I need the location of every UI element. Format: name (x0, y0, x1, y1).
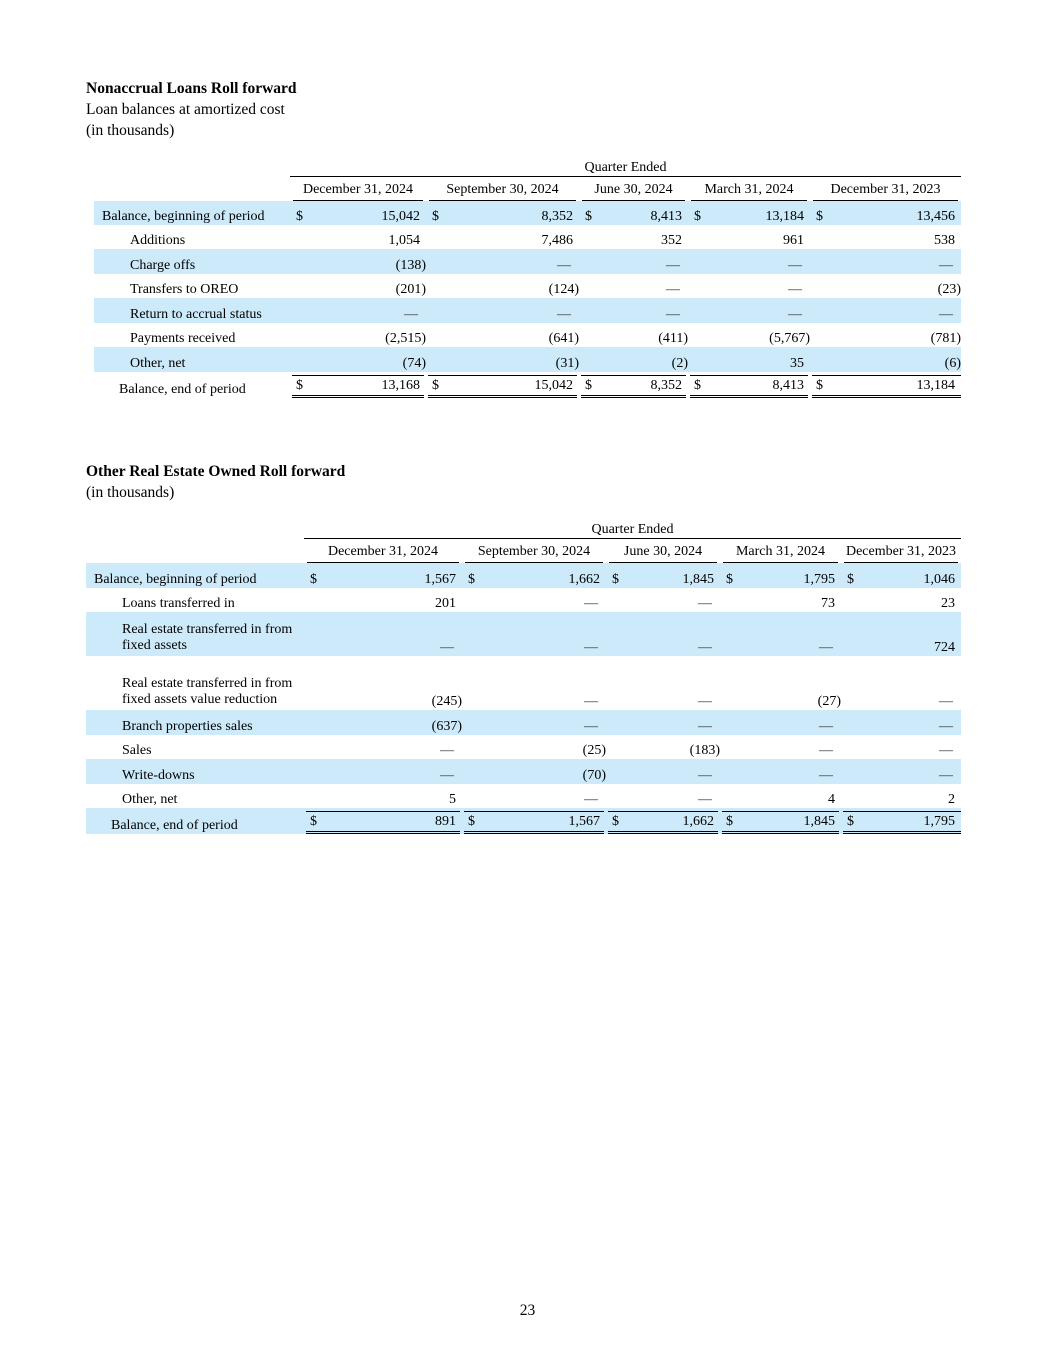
nonaccrual-heading (86, 78, 297, 141)
cell-value: (637) (322, 710, 462, 735)
column-header: September 30, 2024 (426, 177, 579, 201)
cell-value: — (634, 710, 720, 735)
cell-value: (641) (548, 331, 579, 346)
cell-value: 13,184 (716, 201, 810, 225)
row-label: Sales (122, 743, 152, 758)
cell-value: — (454, 249, 579, 274)
cell-value: (138) (308, 249, 426, 274)
total-cell: $ 13,168 (290, 372, 426, 398)
cell-value: 23 (941, 596, 955, 611)
total-cell: $ 13,184 (810, 372, 961, 398)
column-header: March 31, 2024 (688, 177, 810, 201)
cell-value: 7,486 (541, 233, 573, 248)
nonaccrual-table (94, 156, 961, 398)
column-header: December 31, 2023 (841, 539, 961, 563)
cell-value: — (490, 612, 606, 656)
quarter-ended-label: Quarter Ended (290, 156, 961, 177)
cell-value: — (838, 249, 961, 274)
cell-value: — (322, 612, 462, 656)
row-label: Real estate transferred in from fixed assets (86, 612, 304, 656)
table-row-total (94, 372, 961, 398)
cell-value: (183) (689, 743, 720, 758)
cell-value: — (634, 612, 720, 656)
cell-value: 961 (783, 233, 804, 248)
cell-value: 4 (828, 792, 835, 807)
oreo-units: (in thousands) (86, 484, 175, 501)
row-label: Other, net (122, 792, 178, 807)
table-row (94, 225, 961, 249)
cell-value: — (584, 694, 598, 709)
cell-value: 201 (435, 596, 456, 611)
total-cell: $ 1,662 (606, 808, 720, 834)
table-row (94, 347, 961, 372)
cell-value: 538 (934, 233, 955, 248)
cell-value: — (748, 759, 841, 784)
row-label: Real estate transferred in from fixed assets value reduction (122, 676, 293, 707)
cell-value: 1,845 (634, 563, 720, 588)
cell-value: — (939, 743, 953, 758)
currency-symbol: $ (426, 201, 454, 225)
cell-value: 8,352 (454, 201, 579, 225)
cell-value: — (838, 298, 961, 323)
total-cell: $ 1,845 (720, 808, 841, 834)
oreo-heading (86, 461, 345, 503)
cell-value: — (788, 282, 802, 297)
cell-value: — (607, 249, 688, 274)
row-label: Return to accrual status (94, 298, 290, 323)
row-label: Additions (130, 233, 186, 248)
cell-value: — (666, 282, 680, 297)
table-row (86, 563, 961, 588)
cell-value: (124) (548, 282, 579, 297)
cell-value: 1,662 (490, 563, 606, 588)
cell-value: 15,042 (308, 201, 426, 225)
total-cell: $ 8,413 (688, 372, 810, 398)
nonaccrual-subtitle: Loan balances at amortized cost (86, 101, 285, 118)
total-cell: $ 891 (304, 808, 462, 834)
cell-value: 1,046 (869, 563, 961, 588)
table-row (86, 588, 961, 612)
column-header: December 31, 2023 (810, 177, 961, 201)
cell-value: 2 (948, 792, 955, 807)
currency-symbol: $ (579, 201, 607, 225)
column-header: June 30, 2024 (606, 539, 720, 563)
total-cell: $ 1,567 (462, 808, 606, 834)
table-row (86, 612, 961, 656)
column-header: June 30, 2024 (579, 177, 688, 201)
cell-value: 35 (716, 347, 810, 372)
row-label: Loans transferred in (122, 596, 235, 611)
cell-value: 1,054 (388, 233, 420, 248)
cell-value: (27) (817, 694, 841, 709)
cell-value: (74) (308, 347, 426, 372)
cell-value: — (308, 298, 426, 323)
cell-value: — (698, 792, 712, 807)
row-label: Payments received (130, 331, 236, 346)
table-row (94, 274, 961, 298)
nonaccrual-title: Nonaccrual Loans Roll forward (86, 80, 297, 97)
cell-value: — (869, 759, 961, 784)
table-row (86, 759, 961, 784)
column-header: March 31, 2024 (720, 539, 841, 563)
cell-value: (25) (582, 743, 606, 758)
cell-value: 724 (869, 612, 961, 656)
cell-value: — (939, 694, 953, 709)
cell-value: — (716, 298, 810, 323)
cell-value: 1,567 (322, 563, 462, 588)
cell-value: 8,413 (607, 201, 688, 225)
oreo-title: Other Real Estate Owned Roll forward (86, 463, 346, 480)
table-row (86, 656, 961, 710)
cell-value: 5 (449, 792, 456, 807)
table-row (94, 298, 961, 323)
cell-value: — (584, 792, 598, 807)
row-label: Branch properties sales (86, 710, 304, 735)
cell-value: 73 (821, 596, 835, 611)
cell-value: (245) (431, 694, 462, 709)
nonaccrual-units: (in thousands) (86, 122, 175, 139)
row-label: Balance, beginning of period (86, 563, 304, 588)
row-label: Balance, beginning of period (94, 201, 290, 225)
cell-value: — (607, 298, 688, 323)
cell-value: — (698, 596, 712, 611)
cell-value: (31) (454, 347, 579, 372)
total-cell: $ 8,352 (579, 372, 688, 398)
cell-value: (411) (658, 331, 688, 346)
cell-value: — (454, 298, 579, 323)
cell-value: — (748, 612, 841, 656)
row-label: Charge offs (94, 249, 290, 274)
currency-symbol: $ (841, 563, 869, 588)
currency-symbol: $ (810, 201, 838, 225)
column-header: September 30, 2024 (462, 539, 606, 563)
cell-value: — (490, 710, 606, 735)
currency-symbol: $ (720, 563, 748, 588)
table-row (86, 710, 961, 735)
cell-value: (5,767) (769, 331, 810, 346)
table-row (94, 201, 961, 225)
cell-value: (23) (937, 282, 961, 297)
table-row (86, 735, 961, 759)
table-row (86, 784, 961, 808)
cell-value: — (322, 759, 462, 784)
currency-symbol: $ (304, 563, 322, 588)
cell-value: (6) (838, 347, 961, 372)
cell-value: — (869, 710, 961, 735)
row-label: Balance, end of period (119, 382, 246, 397)
cell-value: — (440, 743, 454, 758)
currency-symbol: $ (290, 201, 308, 225)
table-row-total (86, 808, 961, 834)
currency-symbol: $ (606, 563, 634, 588)
cell-value: — (748, 710, 841, 735)
currency-symbol: $ (688, 201, 716, 225)
cell-value: — (698, 694, 712, 709)
row-label: Balance, end of period (86, 808, 304, 834)
total-cell: $ 1,795 (841, 808, 961, 834)
row-label: Write-downs (86, 759, 304, 784)
cell-value: 352 (661, 233, 682, 248)
page-number: 23 (519, 1302, 536, 1319)
cell-value: (2) (607, 347, 688, 372)
cell-value: 1,795 (748, 563, 841, 588)
row-label: Transfers to OREO (130, 282, 239, 297)
cell-value: 13,456 (838, 201, 961, 225)
cell-value: (781) (930, 331, 961, 346)
table-row (94, 323, 961, 347)
cell-value: (70) (490, 759, 606, 784)
cell-value: (201) (395, 282, 426, 297)
table-row (94, 249, 961, 274)
quarter-ended-label: Quarter Ended (304, 518, 961, 539)
cell-value: — (584, 596, 598, 611)
column-header: December 31, 2024 (290, 177, 426, 201)
row-label: Other, net (94, 347, 290, 372)
cell-value: — (634, 759, 720, 784)
total-cell: $ 15,042 (426, 372, 579, 398)
column-header: December 31, 2024 (304, 539, 462, 563)
cell-value: — (819, 743, 833, 758)
oreo-table (86, 518, 961, 834)
cell-value: — (716, 249, 810, 274)
currency-symbol: $ (462, 563, 490, 588)
cell-value: (2,515) (385, 331, 426, 346)
